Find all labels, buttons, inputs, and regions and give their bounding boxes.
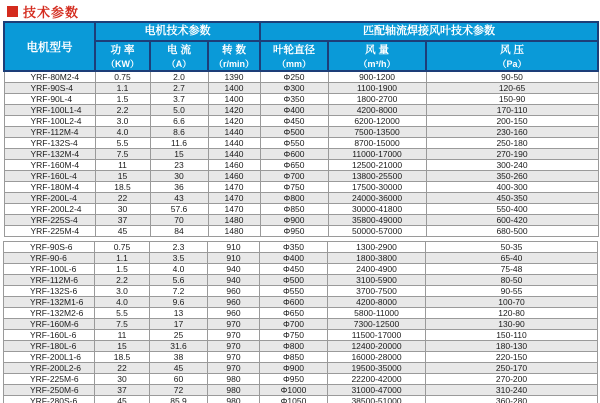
value-cell: 1460 <box>208 171 260 182</box>
model-cell: YRF-160L-4 <box>4 171 95 182</box>
value-cell: 84 <box>150 226 208 237</box>
value-cell: 8700-15000 <box>328 138 426 149</box>
value-cell: Φ350 <box>260 94 328 105</box>
table-row <box>4 94 598 105</box>
value-cell: 43 <box>150 193 208 204</box>
value-cell: 1800-3800 <box>328 253 426 264</box>
model-cell: YRF-112M-6 <box>4 275 95 286</box>
value-cell: 1800-2700 <box>328 94 426 105</box>
table-row <box>4 215 598 226</box>
header-power <box>95 41 150 71</box>
model-cell: YRF-225S-4 <box>4 215 95 226</box>
value-cell: Φ300 <box>260 83 328 94</box>
value-cell: 970 <box>208 341 260 352</box>
value-cell: 50-35 <box>426 242 598 253</box>
value-cell: 1470 <box>208 204 260 215</box>
value-cell: 11.6 <box>150 138 208 149</box>
value-cell: 1480 <box>208 215 260 226</box>
value-cell: Φ450 <box>260 264 328 275</box>
value-cell: 1400 <box>208 94 260 105</box>
header-current-label: 电 流 <box>167 44 191 56</box>
page-title <box>0 0 600 21</box>
model-cell: YRF-280S-6 <box>4 396 95 403</box>
value-cell: 4200-8000 <box>328 105 426 116</box>
value-cell: 150-90 <box>426 94 598 105</box>
table-row <box>4 385 598 396</box>
table-row <box>4 171 598 182</box>
table-body-6pole <box>4 242 598 403</box>
value-cell: 5800-11000 <box>328 308 426 319</box>
model-cell: YRF-132S-4 <box>4 138 95 149</box>
value-cell: Φ900 <box>260 363 328 374</box>
value-cell: 100-70 <box>426 297 598 308</box>
value-cell: 960 <box>208 297 260 308</box>
model-cell: YRF-132M1-6 <box>4 297 95 308</box>
value-cell: 1440 <box>208 127 260 138</box>
value-cell: 38500-51000 <box>328 396 426 403</box>
value-cell: 70 <box>150 215 208 226</box>
value-cell: Φ800 <box>260 193 328 204</box>
model-cell: YRF-180L-6 <box>4 341 95 352</box>
value-cell: 31000-47000 <box>328 385 426 396</box>
value-cell: 400-300 <box>426 182 598 193</box>
spec-table-main <box>3 21 599 237</box>
table-header <box>4 22 598 71</box>
value-cell: 7.2 <box>150 286 208 297</box>
spec-table-6pole <box>3 241 598 403</box>
header-model: 电机型号 <box>4 22 95 71</box>
value-cell: 940 <box>208 264 260 275</box>
value-cell: 150-110 <box>426 330 598 341</box>
value-cell: 7.5 <box>95 149 150 160</box>
value-cell: Φ500 <box>260 275 328 286</box>
value-cell: Φ650 <box>260 308 328 319</box>
value-cell: 3.0 <box>95 116 150 127</box>
value-cell: 25 <box>150 330 208 341</box>
value-cell: 22200-42000 <box>328 374 426 385</box>
value-cell: 250-180 <box>426 138 598 149</box>
table-row <box>4 182 598 193</box>
value-cell: 0.75 <box>95 71 150 83</box>
header-motor-group: 电机技术参数 <box>95 22 260 41</box>
model-cell: YRF-132M-4 <box>4 149 95 160</box>
model-cell: YRF-200L-4 <box>4 193 95 204</box>
value-cell: Φ400 <box>260 105 328 116</box>
table-row <box>4 83 598 94</box>
value-cell: 45 <box>95 396 150 403</box>
value-cell: Φ350 <box>260 242 328 253</box>
model-cell: YRF-160M-6 <box>4 319 95 330</box>
model-cell: YRF-90S-4 <box>4 83 95 94</box>
table-row <box>4 352 598 363</box>
model-cell: YRF-200L2-4 <box>4 204 95 215</box>
value-cell: 120-65 <box>426 83 598 94</box>
value-cell: 5.6 <box>150 275 208 286</box>
value-cell: 65-40 <box>426 253 598 264</box>
value-cell: Φ450 <box>260 116 328 127</box>
title-square-icon <box>7 6 18 17</box>
value-cell: 15 <box>95 171 150 182</box>
model-cell: YRF-90-6 <box>4 253 95 264</box>
table-row <box>4 253 598 264</box>
value-cell: 200-150 <box>426 116 598 127</box>
value-cell: 1400 <box>208 83 260 94</box>
value-cell: 6.6 <box>150 116 208 127</box>
value-cell: 970 <box>208 363 260 374</box>
model-cell: YRF-160M-4 <box>4 160 95 171</box>
value-cell: Φ700 <box>260 171 328 182</box>
value-cell: 1460 <box>208 160 260 171</box>
value-cell: Φ950 <box>260 226 328 237</box>
value-cell: 970 <box>208 319 260 330</box>
value-cell: Φ850 <box>260 352 328 363</box>
value-cell: 35800-49000 <box>328 215 426 226</box>
value-cell: 600-420 <box>426 215 598 226</box>
table-row <box>4 193 598 204</box>
value-cell: 1440 <box>208 149 260 160</box>
value-cell: 85.9 <box>150 396 208 403</box>
value-cell: 7500-13500 <box>328 127 426 138</box>
value-cell: 11500-17000 <box>328 330 426 341</box>
header-current-unit: （A） <box>166 59 192 69</box>
value-cell: 50000-57000 <box>328 226 426 237</box>
table-row <box>4 116 598 127</box>
value-cell: 36 <box>150 182 208 193</box>
header-pressure <box>426 41 598 71</box>
value-cell: 4200-8000 <box>328 297 426 308</box>
value-cell: 0.75 <box>95 242 150 253</box>
table-body-4pole <box>4 71 598 237</box>
value-cell: 30 <box>95 204 150 215</box>
table-row <box>4 374 598 385</box>
table-row <box>4 160 598 171</box>
value-cell: 57.6 <box>150 204 208 215</box>
value-cell: 2.7 <box>150 83 208 94</box>
value-cell: 8.6 <box>150 127 208 138</box>
value-cell: 7.5 <box>95 319 150 330</box>
model-cell: YRF-225M-6 <box>4 374 95 385</box>
value-cell: 11 <box>95 330 150 341</box>
model-cell: YRF-200L2-6 <box>4 363 95 374</box>
model-cell: YRF-80M2-4 <box>4 71 95 83</box>
value-cell: 22 <box>95 193 150 204</box>
value-cell: 19500-35000 <box>328 363 426 374</box>
header-airflow-label: 风 量 <box>365 44 389 56</box>
value-cell: 170-110 <box>426 105 598 116</box>
value-cell: 75-48 <box>426 264 598 275</box>
table-row <box>4 275 598 286</box>
header-current <box>150 41 208 71</box>
value-cell: Φ250 <box>260 71 328 83</box>
value-cell: 2.2 <box>95 105 150 116</box>
header-diameter-unit: （mm） <box>277 59 312 69</box>
value-cell: 1.1 <box>95 83 150 94</box>
table-row <box>4 286 598 297</box>
model-cell: YRF-112M-4 <box>4 127 95 138</box>
header-diameter <box>260 41 328 71</box>
value-cell: 45 <box>95 226 150 237</box>
value-cell: 30000-41800 <box>328 204 426 215</box>
value-cell: 1.5 <box>95 94 150 105</box>
table-row <box>4 242 598 253</box>
value-cell: Φ600 <box>260 149 328 160</box>
model-cell: YRF-200L1-6 <box>4 352 95 363</box>
header-power-unit: （KW） <box>106 59 139 69</box>
value-cell: 80-50 <box>426 275 598 286</box>
value-cell: 450-350 <box>426 193 598 204</box>
header-airflow-unit: （m³/h） <box>358 59 396 69</box>
table-row <box>4 149 598 160</box>
value-cell: 1420 <box>208 116 260 127</box>
value-cell: 130-90 <box>426 319 598 330</box>
value-cell: 270-190 <box>426 149 598 160</box>
value-cell: 350-260 <box>426 171 598 182</box>
value-cell: 1.5 <box>95 264 150 275</box>
model-cell: YRF-225M-4 <box>4 226 95 237</box>
value-cell: 1440 <box>208 138 260 149</box>
value-cell: 45 <box>150 363 208 374</box>
value-cell: Φ1000 <box>260 385 328 396</box>
value-cell: 18.5 <box>95 352 150 363</box>
table-row <box>4 127 598 138</box>
value-cell: 5.5 <box>95 308 150 319</box>
value-cell: 3.5 <box>150 253 208 264</box>
value-cell: 1390 <box>208 71 260 83</box>
value-cell: 18.5 <box>95 182 150 193</box>
table-row <box>4 204 598 215</box>
table-row <box>4 71 598 83</box>
value-cell: Φ750 <box>260 182 328 193</box>
value-cell: 12500-21000 <box>328 160 426 171</box>
value-cell: 970 <box>208 330 260 341</box>
table-row <box>4 330 598 341</box>
value-cell: 1470 <box>208 182 260 193</box>
value-cell: 360-280 <box>426 396 598 403</box>
value-cell: Φ400 <box>260 253 328 264</box>
value-cell: 23 <box>150 160 208 171</box>
value-cell: 22 <box>95 363 150 374</box>
value-cell: 15 <box>95 341 150 352</box>
value-cell: 37 <box>95 385 150 396</box>
value-cell: Φ850 <box>260 204 328 215</box>
value-cell: 2400-4900 <box>328 264 426 275</box>
value-cell: 980 <box>208 385 260 396</box>
value-cell: Φ900 <box>260 215 328 226</box>
value-cell: 230-160 <box>426 127 598 138</box>
value-cell: 250-170 <box>426 363 598 374</box>
value-cell: 550-400 <box>426 204 598 215</box>
value-cell: Φ800 <box>260 341 328 352</box>
value-cell: 37 <box>95 215 150 226</box>
value-cell: 17 <box>150 319 208 330</box>
value-cell: Φ950 <box>260 374 328 385</box>
model-cell: YRF-160L-6 <box>4 330 95 341</box>
value-cell: 1470 <box>208 193 260 204</box>
table-row <box>4 396 598 403</box>
header-speed-label: 转 数 <box>222 44 246 56</box>
model-cell: YRF-180M-4 <box>4 182 95 193</box>
table-row <box>4 363 598 374</box>
value-cell: 12400-20000 <box>328 341 426 352</box>
table-row <box>4 226 598 237</box>
model-cell: YRF-100L2-4 <box>4 116 95 127</box>
header-pressure-unit: （Pa） <box>497 59 527 69</box>
value-cell: 90-50 <box>426 71 598 83</box>
header-power-label: 功 率 <box>110 44 135 56</box>
header-speed-unit: （r/min） <box>214 59 255 69</box>
value-cell: 680-500 <box>426 226 598 237</box>
value-cell: 1480 <box>208 226 260 237</box>
header-speed <box>208 41 260 71</box>
value-cell: 980 <box>208 374 260 385</box>
value-cell: 90-55 <box>426 286 598 297</box>
value-cell: 30 <box>150 171 208 182</box>
value-cell: 6200-12000 <box>328 116 426 127</box>
value-cell: Φ650 <box>260 160 328 171</box>
value-cell: Φ550 <box>260 286 328 297</box>
value-cell: Φ600 <box>260 297 328 308</box>
value-cell: 220-150 <box>426 352 598 363</box>
value-cell: 910 <box>208 242 260 253</box>
value-cell: 9.6 <box>150 297 208 308</box>
value-cell: Φ500 <box>260 127 328 138</box>
value-cell: 180-130 <box>426 341 598 352</box>
value-cell: Φ750 <box>260 330 328 341</box>
table-row <box>4 319 598 330</box>
value-cell: 4.0 <box>150 264 208 275</box>
value-cell: 5.0 <box>150 105 208 116</box>
value-cell: 120-80 <box>426 308 598 319</box>
value-cell: 2.2 <box>95 275 150 286</box>
value-cell: 980 <box>208 396 260 403</box>
value-cell: 1420 <box>208 105 260 116</box>
value-cell: 1.1 <box>95 253 150 264</box>
header-fan-group: 匹配轴流焊接风叶技术参数 <box>260 22 598 41</box>
model-cell: YRF-90L-4 <box>4 94 95 105</box>
header-airflow <box>328 41 426 71</box>
value-cell: 11000-17000 <box>328 149 426 160</box>
value-cell: 11 <box>95 160 150 171</box>
value-cell: Φ700 <box>260 319 328 330</box>
value-cell: 310-240 <box>426 385 598 396</box>
table-row <box>4 264 598 275</box>
value-cell: 15 <box>150 149 208 160</box>
model-cell: YRF-100L-6 <box>4 264 95 275</box>
value-cell: 24000-36000 <box>328 193 426 204</box>
value-cell: 30 <box>95 374 150 385</box>
model-cell: YRF-100L1-4 <box>4 105 95 116</box>
table-row <box>4 138 598 149</box>
value-cell: 300-240 <box>426 160 598 171</box>
value-cell: 2.0 <box>150 71 208 83</box>
value-cell: 38 <box>150 352 208 363</box>
value-cell: 1300-2900 <box>328 242 426 253</box>
value-cell: 270-200 <box>426 374 598 385</box>
value-cell: 72 <box>150 385 208 396</box>
value-cell: 940 <box>208 275 260 286</box>
value-cell: 3.0 <box>95 286 150 297</box>
model-cell: YRF-132M2-6 <box>4 308 95 319</box>
table-row <box>4 341 598 352</box>
header-diameter-label: 叶轮直径 <box>273 44 316 56</box>
value-cell: Φ550 <box>260 138 328 149</box>
model-cell: YRF-132S-6 <box>4 286 95 297</box>
value-cell: Φ1050 <box>260 396 328 403</box>
table-row <box>4 105 598 116</box>
value-cell: 17500-30000 <box>328 182 426 193</box>
value-cell: 3100-5900 <box>328 275 426 286</box>
table-row <box>4 308 598 319</box>
value-cell: 31.6 <box>150 341 208 352</box>
value-cell: 970 <box>208 352 260 363</box>
value-cell: 3.7 <box>150 94 208 105</box>
value-cell: 16000-28000 <box>328 352 426 363</box>
value-cell: 960 <box>208 286 260 297</box>
value-cell: 910 <box>208 253 260 264</box>
model-cell: YRF-250M-6 <box>4 385 95 396</box>
value-cell: 3700-7500 <box>328 286 426 297</box>
value-cell: 900-1200 <box>328 71 426 83</box>
value-cell: 960 <box>208 308 260 319</box>
page-title-text: 技术参数 <box>23 4 80 20</box>
value-cell: 2.3 <box>150 242 208 253</box>
value-cell: 7300-12500 <box>328 319 426 330</box>
table-row <box>4 297 598 308</box>
model-cell: YRF-90S-6 <box>4 242 95 253</box>
value-cell: 4.0 <box>95 127 150 138</box>
value-cell: 4.0 <box>95 297 150 308</box>
value-cell: 60 <box>150 374 208 385</box>
value-cell: 13 <box>150 308 208 319</box>
value-cell: 1100-1900 <box>328 83 426 94</box>
header-pressure-label: 风 压 <box>500 44 524 56</box>
value-cell: 13800-25500 <box>328 171 426 182</box>
value-cell: 5.5 <box>95 138 150 149</box>
